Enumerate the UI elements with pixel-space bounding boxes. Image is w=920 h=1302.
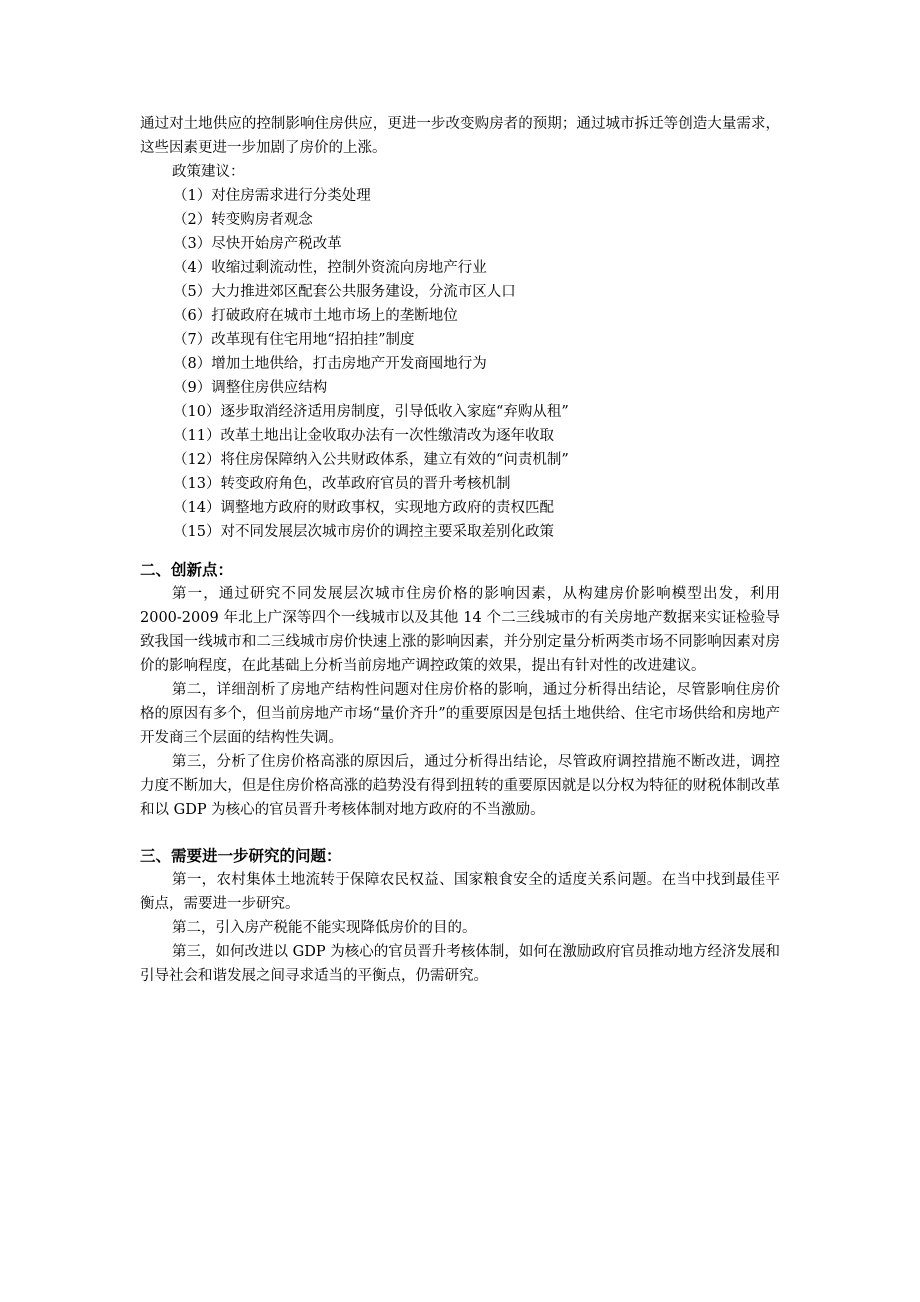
further-research-paragraph-1: 第一，农村集体土地流转于保障农民权益、国家粮食安全的适度关系问题。在当中找到最佳平衡点，需要进一步研究。 <box>140 872 780 912</box>
further-research-paragraph-2: 第二，引入房产税能不能实现降低房价的目的。 <box>172 920 477 936</box>
further-research-heading: 三、需要进一步研究的问题： <box>140 847 342 865</box>
policy-item-12: （12）将住房保障纳入公共财政体系，建立有效的“问责机制” <box>173 452 569 468</box>
further-research-paragraph-3: 第三，如何改进以 GDP 为核心的官员晋升考核体制，如何在激励政府官员推动地方经济发展和引导社会和谐发展之间寻求适当的平衡点，仍需研究。 <box>140 944 780 984</box>
policy-item-6: （6）打破政府在城市土地市场上的垄断地位 <box>173 308 458 324</box>
policy-item-9: （9）调整住房供应结构 <box>173 380 328 396</box>
policy-item-7: （7）改革现有住宅用地“招拍挂”制度 <box>173 332 415 348</box>
policy-item-10: （10）逐步取消经济适用房制度，引导低收入家庭“弃购从租” <box>173 404 569 420</box>
intro-paragraph: 通过对土地供应的控制影响住房供应，更进一步改变购房者的预期；通过城市拆迁等创造大量需求，这些因素更进一步加剧了房价的上涨。 <box>140 116 780 156</box>
innovation-paragraph-3: 第三，分析了住房价格高涨的原因后，通过分析得出结论，尽管政府调控措施不断改进，调控力度不断加大，但是住房价格高涨的趋势没有得到扭转的重要原因就是以分权为特征的财税体制改革和以 GDP 为核心的官员晋升考核体制对地方政府的不当激励。 <box>140 754 780 818</box>
policy-item-4: （4）收缩过剩流动性，控制外资流向房地产行业 <box>173 260 487 276</box>
policy-item-8: （8）增加土地供给，打击房地产开发商囤地行为 <box>173 356 487 372</box>
innovation-paragraph-2: 第二，详细剖析了房地产结构性问题对住房价格的影响，通过分析得出结论，尽管影响住房价格的原因有多个，但当前房地产市场“量价齐升”的重要原因是包括土地供给、住宅市场供给和房地产开发商三个层面的结构性失调。 <box>140 682 780 746</box>
innovation-paragraph-1: 第一，通过研究不同发展层次城市住房价格的影响因素，从构建房价影响模型出发，利用 2000-2009 年北上广深等四个一线城市以及其他 14 个二三线城市的有关房地产数据来实证检验导致我国一线城市和二三线城市房价快速上涨的影响因素，并分别定量分析两类市场不同影响因素对房价的影响程度，在此基础上分析当前房地产调控政策的效果，提出有针对性的改进建议。 <box>140 586 780 674</box>
policy-item-5: （5）大力推进郊区配套公共服务建设，分流市区人口 <box>173 284 516 300</box>
policy-item-2: （2）转变购房者观念 <box>173 212 313 228</box>
policy-item-13: （13）转变政府角色，改革政府官员的晋升考核机制 <box>173 476 511 492</box>
document-body <box>140 112 780 988</box>
policy-item-1: （1）对住房需求进行分类处理 <box>173 188 371 204</box>
policy-item-11: （11）改革土地出让金收取办法有一次性缴清改为逐年收取 <box>173 428 554 444</box>
innovation-heading: 二、创新点： <box>140 561 234 579</box>
policy-item-14: （14）调整地方政府的财政事权，实现地方政府的责权匹配 <box>173 500 554 516</box>
policy-list <box>140 184 780 544</box>
policy-item-3: （3）尽快开始房产税改革 <box>173 236 342 252</box>
policy-item-15: （15）对不同发展层次城市房价的调控主要采取差别化政策 <box>173 524 554 540</box>
policy-heading: 政策建议： <box>172 164 245 180</box>
